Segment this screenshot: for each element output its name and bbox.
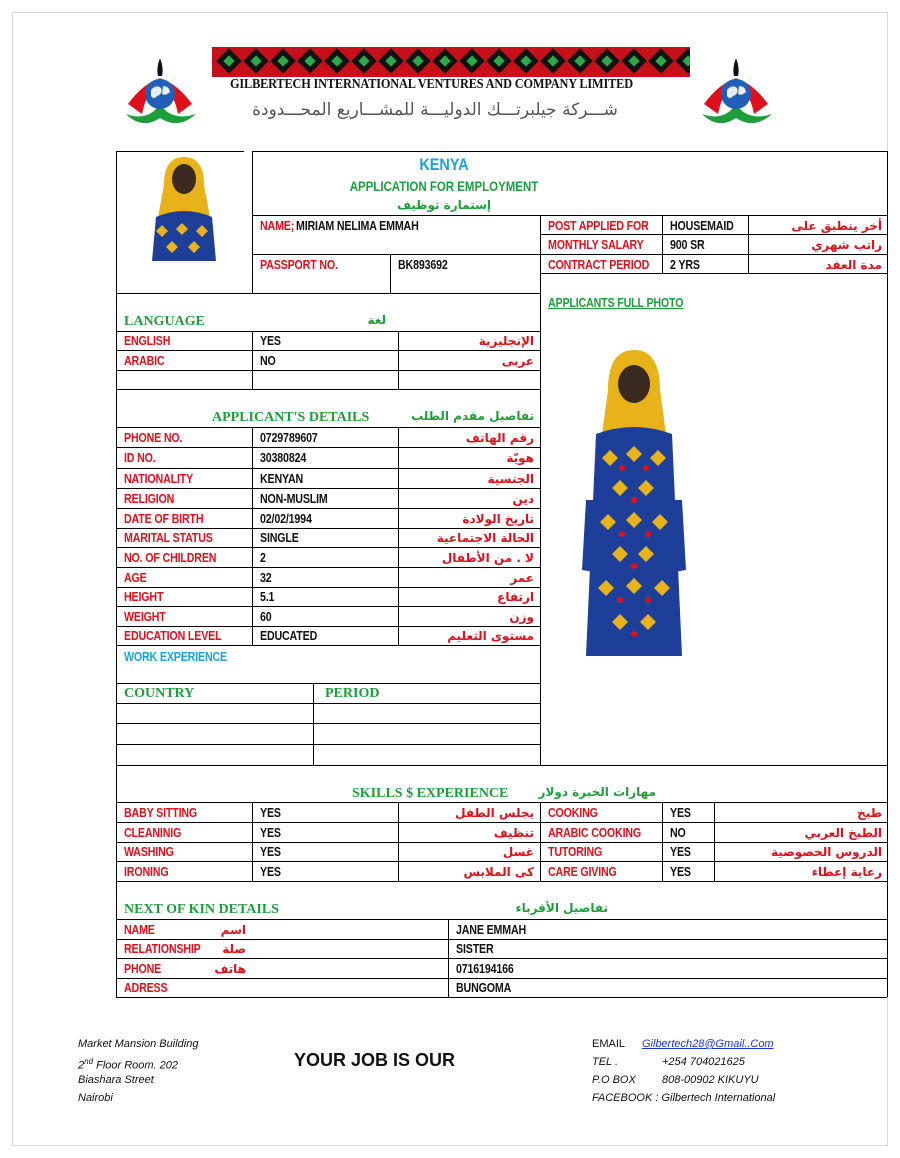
- table-line: [540, 234, 888, 235]
- skill-label-ar: غسل: [502, 845, 534, 859]
- skill-label: CLEANINIG: [124, 825, 182, 840]
- table-line: [116, 468, 541, 469]
- detail-value: 60: [260, 609, 272, 624]
- skill-label-ar: تنظيف: [493, 826, 534, 840]
- kin-value: JANE EMMAH: [456, 922, 527, 937]
- kin-label: NAME: [124, 922, 155, 937]
- table-line: [116, 293, 541, 294]
- detail-value: 0729789607: [260, 430, 318, 445]
- table-line: [252, 215, 888, 216]
- footer-tel-label: TEL .: [592, 1056, 619, 1068]
- skills-title: SKILLS $ EXPERIENCE: [352, 786, 509, 801]
- skill-value: YES: [260, 844, 281, 859]
- company-logo-right: [694, 52, 778, 132]
- detail-label: WEIGHT: [124, 609, 166, 624]
- table-line: [116, 842, 887, 843]
- table-line: [116, 861, 887, 862]
- table-line: [116, 606, 541, 607]
- lang-english-value: YES: [260, 333, 281, 348]
- table-line: [116, 703, 541, 704]
- skill-value: YES: [260, 864, 281, 879]
- table-line: [116, 587, 541, 588]
- table-line: [252, 427, 253, 645]
- banner-diamond: [621, 48, 646, 73]
- work-country-header: COUNTRY: [124, 686, 195, 701]
- banner-diamond: [216, 48, 241, 73]
- table-line: [252, 802, 253, 881]
- heading-wrap: [252, 178, 636, 196]
- footer-address-2: [78, 1055, 178, 1073]
- lang-arabic-ar: عربى: [501, 354, 534, 368]
- table-line: [116, 802, 887, 803]
- skill-label-ar: رعاية إعطاء: [811, 865, 882, 879]
- detail-label: NO. OF CHILDREN: [124, 550, 217, 565]
- heading-ar-wrap: [252, 196, 636, 214]
- detail-label-ar: الحالة الاجتماعية: [436, 531, 534, 545]
- banner-diamond: [567, 48, 592, 73]
- skill-label-ar: الطبخ العربي: [804, 826, 882, 840]
- passport-photo: [146, 155, 222, 261]
- lang-english-label: ENGLISH: [124, 333, 171, 348]
- banner-diamond: [324, 48, 349, 73]
- skill-label: IRONING: [124, 864, 169, 879]
- kin-label-ar: صلة: [222, 942, 246, 956]
- detail-label: HEIGHT: [124, 589, 164, 604]
- detail-value: 30380824: [260, 450, 307, 465]
- footer-floor-text: Floor Room. 202: [96, 1059, 179, 1072]
- skill-label: TUTORING: [548, 844, 603, 859]
- footer-email-link[interactable]: Gilbertech28@Gmail..Com: [642, 1038, 774, 1050]
- kin-title-ar: تفاصيل الأقرباء: [515, 901, 608, 915]
- detail-label-ar: تاريخ الولادة: [462, 512, 534, 526]
- detail-label-ar: عمر: [510, 571, 534, 585]
- table-line: [116, 508, 541, 509]
- footer-address-4: Nairobi: [78, 1092, 113, 1104]
- kin-value: BUNGOMA: [456, 980, 512, 995]
- banner-diamond: [378, 48, 403, 73]
- work-title: WORK EXPERIENCE: [124, 649, 227, 664]
- name-label: NAME;: [260, 218, 295, 233]
- detail-value: 5.1: [260, 589, 275, 604]
- table-line: [252, 151, 888, 152]
- contract-label: CONTRACT PERIOD: [548, 257, 650, 272]
- table-line: [252, 331, 253, 389]
- skill-label-ar: الدروس الخصوصية: [770, 845, 882, 859]
- table-line: [398, 427, 399, 645]
- detail-label: NATIONALITY: [124, 471, 194, 486]
- skill-label: COOKING: [548, 805, 598, 820]
- kin-label: ADRESS: [124, 980, 168, 995]
- detail-value: NON-MUSLIM: [260, 491, 328, 506]
- details-title: APPLICANT'S DETAILS: [212, 410, 370, 425]
- table-line: [116, 822, 887, 823]
- kin-label: PHONE: [124, 961, 162, 976]
- banner-diamond: [270, 48, 295, 73]
- table-line: [116, 389, 541, 390]
- detail-value: SINGLE: [260, 530, 299, 545]
- table-line: [714, 802, 715, 881]
- skill-value: YES: [670, 864, 691, 879]
- banner-diamond: [459, 48, 484, 73]
- detail-label-ar: رقم الهاتف: [465, 431, 534, 445]
- skill-label: WASHING: [124, 844, 174, 859]
- lang-english-ar: الإنجليزية: [478, 334, 534, 348]
- table-line: [116, 528, 541, 529]
- table-line: [116, 350, 541, 351]
- table-line: [116, 765, 887, 766]
- table-line: [116, 744, 541, 745]
- application-heading: APPLICATION FOR EMPLOYMENT: [349, 178, 539, 194]
- skill-value: YES: [670, 805, 691, 820]
- contract-value: 2 YRS: [670, 257, 700, 272]
- table-line: [116, 645, 541, 646]
- country-wrap: [252, 155, 636, 175]
- footer-floor-num: 2: [78, 1059, 85, 1072]
- table-line: [116, 151, 244, 152]
- work-period-header: PERIOD: [325, 686, 380, 701]
- skills-title-ar: مهارات الخبرة دولار: [538, 785, 656, 799]
- table-line: [116, 447, 541, 448]
- detail-label: AGE: [124, 570, 147, 585]
- footer-email-label: EMAIL: [592, 1038, 626, 1050]
- banner-diamond: [540, 48, 565, 73]
- banner-diamond: [351, 48, 376, 73]
- skill-value: YES: [260, 805, 281, 820]
- table-line: [116, 723, 541, 724]
- table-line: [887, 151, 888, 997]
- photo-label: APPLICANTS FULL PHOTO: [548, 295, 684, 310]
- skill-label-ar: يجلس الطفل: [455, 806, 534, 820]
- table-line: [398, 331, 399, 389]
- detail-label: PHONE NO.: [124, 430, 183, 445]
- country-title: KENYA: [419, 155, 469, 174]
- salary-label: MONTHLY SALARY: [548, 237, 644, 252]
- banner-diamond: [594, 48, 619, 73]
- detail-label: DATE OF BIRTH: [124, 511, 204, 526]
- salary-value: 900 SR: [670, 237, 705, 252]
- banner-diamond: [648, 48, 673, 73]
- banner-diamond: [432, 48, 457, 73]
- skill-label: BABY SITTING: [124, 805, 198, 820]
- table-line: [116, 919, 887, 920]
- kin-label-ar: هاتف: [214, 962, 246, 976]
- detail-value: 02/02/1994: [260, 511, 312, 526]
- passport-value: BK893692: [398, 257, 448, 272]
- table-line: [540, 273, 888, 274]
- table-line: [252, 254, 888, 255]
- table-line: [116, 427, 541, 428]
- banner-diamond: [675, 48, 690, 73]
- lang-arabic-value: NO: [260, 353, 276, 368]
- skill-label-ar: طبخ: [857, 806, 882, 820]
- footer-slogan: YOUR JOB IS OUR: [294, 1050, 456, 1070]
- detail-value: EDUCATED: [260, 628, 318, 643]
- kin-title: NEXT OF KIN DETAILS: [124, 902, 279, 917]
- kin-label: RELATIONSHIP: [124, 941, 201, 956]
- table-line: [398, 802, 399, 881]
- banner-diamond: [297, 48, 322, 73]
- table-line: [116, 683, 541, 684]
- lang-arabic-label: ARABIC: [124, 353, 165, 368]
- detail-label-ar: وزن: [509, 610, 534, 624]
- footer-tel-value: +254 704021625: [662, 1056, 745, 1068]
- detail-label-ar: هويّة: [506, 451, 534, 465]
- table-line: [748, 215, 749, 273]
- kin-value: SISTER: [456, 941, 494, 956]
- skill-value: YES: [260, 825, 281, 840]
- table-line: [448, 919, 449, 997]
- applicant-full-photo: [582, 350, 686, 660]
- language-title: LANGUAGE: [124, 314, 205, 329]
- detail-label-ar: دين: [512, 492, 534, 506]
- detail-value: 2: [260, 550, 266, 565]
- language-title-ar: لغة: [367, 313, 386, 327]
- detail-label: MARITAL STATUS: [124, 530, 213, 545]
- detail-label-ar: الجنسية: [487, 472, 534, 486]
- table-line: [116, 881, 887, 882]
- company-name-ar: شـــركة جيلبرتـــك الدوليـــة للمشـــاريع المحـــدودة: [252, 100, 618, 120]
- banner-diamond: [513, 48, 538, 73]
- table-line: [116, 151, 117, 997]
- details-title-ar: تفاصيل مقدم الطلب: [411, 409, 534, 423]
- post-label: POST APPLIED FOR: [548, 218, 649, 233]
- footer-pobox-label: P.O BOX: [592, 1074, 636, 1086]
- table-line: [116, 370, 541, 371]
- footer-facebook: FACEBOOK : Gilbertech International: [592, 1092, 776, 1104]
- banner-diamond: [486, 48, 511, 73]
- footer-floor-sup: nd: [84, 1057, 94, 1066]
- detail-label: ID NO.: [124, 450, 156, 465]
- decorative-banner: [212, 47, 690, 77]
- table-line: [313, 683, 314, 765]
- post-ar: أخر ينطبق على: [791, 219, 882, 233]
- table-line: [116, 488, 541, 489]
- table-line: [116, 978, 887, 979]
- kin-value: 0716194166: [456, 961, 514, 976]
- table-line: [662, 215, 663, 273]
- name-value: MIRIAM NELIMA EMMAH: [296, 218, 419, 233]
- table-line: [116, 567, 541, 568]
- company-logo-left: [118, 52, 202, 132]
- footer-address-1: Market Mansion Building: [78, 1038, 199, 1050]
- kin-label-ar: اسم: [220, 923, 246, 937]
- table-line: [390, 254, 391, 293]
- skill-label: ARABIC COOKING: [548, 825, 642, 840]
- company-name-en: GILBERTECH INTERNATIONAL VENTURES AND COMPANY LIMITED: [230, 77, 633, 92]
- skill-label: CARE GIVING: [548, 864, 617, 879]
- table-line: [116, 958, 887, 959]
- skill-value: YES: [670, 844, 691, 859]
- footer-pobox-value: 808-00902 KIKUYU: [662, 1074, 759, 1086]
- salary-ar: راتب شهري: [811, 238, 882, 252]
- application-heading-ar: إستمارة توظيف: [396, 198, 492, 212]
- skill-label-ar: كى الملابس: [463, 865, 534, 879]
- table-line: [116, 997, 887, 998]
- post-value: HOUSEMAID: [670, 218, 734, 233]
- detail-label-ar: مستوى التعليم: [447, 629, 534, 643]
- table-line: [662, 802, 663, 881]
- passport-label: PASSPORT NO.: [260, 257, 338, 272]
- banner-diamond: [243, 48, 268, 73]
- table-line: [540, 802, 541, 881]
- table-line: [116, 939, 887, 940]
- detail-label: RELIGION: [124, 491, 175, 506]
- footer-address-3: Biashara Street: [78, 1074, 154, 1086]
- detail-label-ar: ارتفاع: [497, 590, 534, 604]
- detail-label: EDUCATION LEVEL: [124, 628, 222, 643]
- detail-label-ar: لا . من الأطفال: [441, 551, 534, 565]
- table-line: [116, 626, 541, 627]
- skill-value: NO: [670, 825, 686, 840]
- detail-value: 32: [260, 570, 272, 585]
- table-line: [116, 547, 541, 548]
- banner-diamond: [405, 48, 430, 73]
- table-line: [116, 331, 541, 332]
- contract-ar: مدة العقد: [825, 258, 882, 272]
- detail-value: KENYAN: [260, 471, 304, 486]
